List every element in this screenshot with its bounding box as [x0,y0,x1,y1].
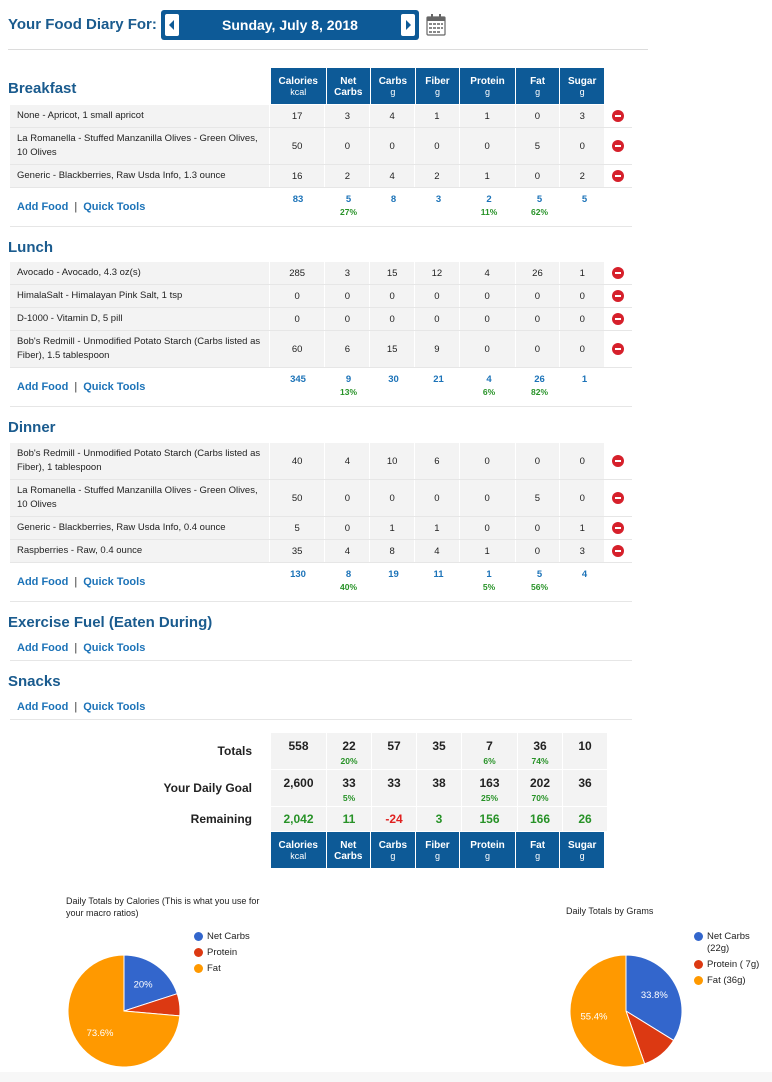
total-pct: 13% [339,387,357,397]
legend-label: Net Carbs (22g) [707,931,750,954]
cell-calories: 0 [269,285,325,307]
cell-sugar: 2 [559,165,604,187]
cell-net-carbs: 0 [324,480,369,516]
rem-fat: 166 [517,807,562,831]
food-name[interactable]: Avocado - Avocado, 4.3 oz(s) [10,262,269,284]
add-food-link[interactable]: Add Food [17,642,69,654]
delete-icon[interactable] [612,492,624,504]
cell-fiber: 2 [414,165,459,187]
total-value: 21 [433,374,444,385]
legend-label: Protein [207,947,238,958]
sum-protein: 7 6% [461,733,517,769]
cell-fiber: 0 [414,128,459,164]
col-name: Fiber [425,76,450,87]
goal-carbs: 33 [371,770,416,806]
legend-swatch [694,932,703,941]
rem-fiber: 3 [416,807,461,831]
total-sugar [562,569,607,593]
col-unit: g [485,87,491,97]
summary-remaining-row [10,807,632,831]
col-name: Fat [530,76,546,87]
cell-sugar: 3 [559,540,604,562]
total-value: 83 [292,194,304,205]
col-unit: g [390,851,396,861]
legend-item [194,931,250,943]
total-pct: 82% [530,387,548,397]
col-carbs [370,68,415,104]
total-protein [461,374,517,398]
link-separator: | [74,381,78,393]
col-name: Carbs [378,76,408,87]
diary-header [8,10,648,50]
cell-fat: 0 [515,331,560,367]
total-value: 3 [435,194,442,205]
total-fiber [416,374,461,398]
col-name: Carbs [378,840,408,851]
col-unit: kcal [290,851,307,861]
cell-calories: 17 [269,105,325,127]
delete-icon[interactable] [612,313,624,325]
chart-calories [64,895,294,1075]
sum-sugar: 10 [562,733,607,769]
cell-calories: 5 [269,517,325,539]
total-value: 19 [388,569,399,580]
cell-fat: 0 [515,285,560,307]
add-food-link[interactable]: Add Food [17,701,69,713]
sum-carbs: 57 [371,733,416,769]
cell-calories: 50 [269,480,325,516]
rem-net-carbs: 11 [326,807,371,831]
cell-protein: 0 [459,331,515,367]
meal-title-snacks: Snacks [8,673,61,690]
cell-net-carbs: 4 [324,443,369,479]
legend-swatch [194,932,203,941]
goal-fat: 202 70% [517,770,562,806]
legend-item [194,947,250,959]
total-value: 2 [486,194,492,205]
cell-protein: 0 [459,517,515,539]
total-value: 4 [486,374,492,385]
cell-fat: 5 [515,128,560,164]
quick-tools-link[interactable]: Quick Tools [83,576,146,588]
food-name[interactable]: Bob's Redmill - Unmodified Potato Starch (Carbs listed as Fiber), 1.5 tablespoon [10,331,269,367]
pie-chart-grams [566,951,686,1071]
meal-totals-snacks [10,690,632,720]
total-value: 1 [486,569,492,580]
goal-protein: 163 25% [461,770,517,806]
goal-sugar: 36 [562,770,607,806]
cell-sugar: 0 [559,308,604,330]
delete-icon[interactable] [612,170,624,182]
food-row[interactable] [10,517,632,540]
cell-sugar: 0 [559,331,604,367]
total-carbs [371,374,416,398]
column-header-bar [270,68,604,104]
cell-fiber: 9 [414,331,459,367]
total-fat [517,374,562,398]
sum-calories: 558 [270,733,326,769]
food-row[interactable] [10,105,632,128]
cell-calories: 35 [269,540,325,562]
total-value: 345 [290,374,306,385]
cell-carbs: 15 [369,331,414,367]
col-unit: g [390,87,396,97]
cell-fiber: 0 [414,308,459,330]
page-bottom [0,1072,772,1082]
total-pct: 5% [482,582,496,592]
total-pct: 11% [480,207,498,217]
total-pct: 27% [339,207,357,217]
col-carbs [370,832,415,868]
meal-totals-breakfast [10,189,632,227]
cell-sugar: 1 [559,517,604,539]
total-pct: 62% [530,207,548,217]
col-fiber [415,68,460,104]
total-value: 30 [388,374,399,385]
cell-calories: 0 [269,308,325,330]
col-name: Sugar [568,840,597,851]
col-unit: g [579,851,585,861]
delete-icon[interactable] [612,140,624,152]
meal-title-dinner: Dinner [8,419,56,436]
legend-swatch [194,948,203,957]
cell-fat: 0 [515,443,560,479]
col-sugar [559,832,604,868]
delete-icon[interactable] [612,522,624,534]
link-separator: | [74,576,78,588]
rem-sugar: 26 [562,807,607,831]
total-net-carbs [326,374,371,398]
food-name[interactable]: La Romanella - Stuffed Manzanilla Olives - Green Olives, 10 Olives [10,480,269,516]
cell-fiber: 0 [414,285,459,307]
food-name[interactable]: HimalaSalt - Himalayan Pink Salt, 1 tsp [10,285,269,307]
cell-protein: 1 [459,165,515,187]
cell-fiber: 4 [414,540,459,562]
summary-label: Totals [217,744,252,758]
cell-net-carbs: 6 [324,331,369,367]
cell-net-carbs: 0 [324,285,369,307]
pie-slice-label: 20% [133,979,153,991]
total-calories [270,569,326,593]
delete-icon[interactable] [612,545,624,557]
total-pct: 6% [482,387,496,397]
cell-protein: 0 [459,308,515,330]
cell-sugar: 0 [559,480,604,516]
total-value: 1 [581,374,588,385]
cell-calories: 60 [269,331,325,367]
cell-carbs: 10 [369,443,414,479]
prev-day-button[interactable] [165,14,179,36]
cell-net-carbs: 2 [324,165,369,187]
sum-fat: 36 74% [517,733,562,769]
total-calories [270,194,326,218]
col-name: Fiber [425,840,450,851]
food-row[interactable] [10,308,632,331]
food-name[interactable]: D-1000 - Vitamin D, 5 pill [10,308,269,330]
col-name: Calories [278,76,318,87]
legend-swatch [194,964,203,973]
food-row[interactable] [10,262,632,285]
cell-fiber: 12 [414,262,459,284]
col-fat [515,68,560,104]
total-fat [517,569,562,593]
link-separator: | [74,701,78,713]
legend-swatch [694,976,703,985]
link-separator: | [74,642,78,654]
col-name: Fat [530,840,546,851]
food-row[interactable] [10,480,632,517]
meal-totals-exercise [10,631,632,661]
goal-calories: 2,600 [270,770,326,806]
chart-legend [694,931,760,991]
cell-carbs: 0 [369,128,414,164]
sum-fiber: 35 [416,733,461,769]
rem-calories: 2,042 [270,807,326,831]
food-row[interactable] [10,540,632,563]
total-carbs [371,194,416,218]
col-fiber [415,832,460,868]
food-row[interactable] [10,443,632,480]
meal-totals-lunch [10,369,632,407]
cell-net-carbs: 0 [324,517,369,539]
cell-fat: 0 [515,165,560,187]
chart-grams [564,905,764,1075]
total-value: 5 [345,194,352,205]
total-value: 5 [581,194,588,205]
food-name[interactable]: None - Apricot, 1 small apricot [10,105,269,127]
cell-sugar: 0 [559,128,604,164]
legend-item [194,963,250,975]
total-protein [461,569,517,593]
cell-net-carbs: 0 [324,308,369,330]
cell-fat: 0 [515,308,560,330]
col-sugar [559,68,604,104]
cell-carbs: 4 [369,165,414,187]
cell-calories: 40 [269,443,325,479]
cell-protein: 0 [459,285,515,307]
col-name: Net Carbs [334,840,363,862]
cell-net-carbs: 4 [324,540,369,562]
chart-legend [194,931,250,979]
col-net-carbs [326,832,371,868]
summary-label: Your Daily Goal [163,781,252,795]
cell-fiber: 0 [414,480,459,516]
cell-sugar: 3 [559,105,604,127]
total-fiber [416,569,461,593]
cell-protein: 0 [459,480,515,516]
legend-label: Protein ( 7g) [707,959,760,970]
cell-protein: 4 [459,262,515,284]
col-net-carbs [326,68,371,104]
pie-slice-label: 55.4% [580,1011,608,1023]
current-date[interactable]: Sunday, July 8, 2018 [222,17,358,33]
total-value: 26 [534,374,545,385]
col-name: Protein [470,840,505,851]
cell-sugar: 0 [559,285,604,307]
legend-swatch [694,960,703,969]
pie-chart-calories [64,951,184,1071]
delete-icon[interactable] [612,290,624,302]
chart-title: Daily Totals by Calories (This is what you use for your macro ratios) [66,896,260,918]
cell-protein: 0 [459,443,515,479]
meal-title-breakfast: Breakfast [8,80,77,97]
col-protein [459,832,515,868]
pie-slice-label: 33.8% [640,990,668,1002]
cell-carbs: 0 [369,308,414,330]
total-value: 5 [536,194,543,205]
food-row[interactable] [10,165,632,188]
meal-title-exercise: Exercise Fuel (Eaten During) [8,614,213,631]
cell-carbs: 15 [369,262,414,284]
date-navigator [161,10,419,40]
col-unit: g [535,87,541,97]
total-net-carbs [326,569,371,593]
cell-calories: 50 [269,128,325,164]
add-food-link[interactable]: Add Food [17,576,69,588]
total-value: 9 [345,374,352,385]
cell-fiber: 1 [414,517,459,539]
legend-item [694,931,760,955]
quick-tools-link[interactable]: Quick Tools [83,642,146,654]
delete-icon[interactable] [612,110,624,122]
col-name: Net Carbs [334,76,363,98]
summary-goal-row [10,770,632,806]
total-protein [461,194,517,218]
quick-tools-link[interactable]: Quick Tools [83,701,146,713]
quick-tools-link[interactable]: Quick Tools [83,381,146,393]
legend-label: Net Carbs [207,931,250,942]
cell-fiber: 1 [414,105,459,127]
delete-icon[interactable] [612,343,624,355]
meal-totals-dinner [10,564,632,602]
add-food-link[interactable]: Add Food [17,201,69,213]
cell-sugar: 1 [559,262,604,284]
total-carbs [371,569,416,593]
total-value: 11 [433,569,444,580]
cell-net-carbs: 0 [324,128,369,164]
col-unit: g [579,87,585,97]
total-value: 8 [345,569,352,580]
rem-protein: 156 [461,807,517,831]
cell-protein: 1 [459,105,515,127]
cell-carbs: 1 [369,517,414,539]
next-day-button[interactable] [401,14,415,36]
summary-label: Remaining [190,812,252,826]
cell-net-carbs: 3 [324,262,369,284]
cell-fat: 26 [515,262,560,284]
total-value: 5 [536,569,543,580]
col-name: Calories [278,840,318,851]
total-sugar [562,194,607,218]
food-name[interactable]: Bob's Redmill - Unmodified Potato Starch (Carbs listed as Fiber), 1 tablespoon [10,443,269,479]
col-unit: g [485,851,491,861]
legend-item [694,975,760,987]
total-fat [517,194,562,218]
cell-calories: 285 [269,262,325,284]
column-footer-bar [270,832,604,868]
cell-carbs: 4 [369,105,414,127]
cell-fat: 0 [515,517,560,539]
sum-net-carbs: 22 20% [326,733,371,769]
col-unit: kcal [290,87,307,97]
col-calories [270,68,326,104]
total-value: 130 [290,569,306,580]
col-name: Protein [470,76,505,87]
rem-carbs: -24 [371,807,416,831]
food-row[interactable] [10,285,632,308]
food-name[interactable]: La Romanella - Stuffed Manzanilla Olives - Green Olives, 10 Olives [10,128,269,164]
col-protein [459,68,515,104]
chart-title: Daily Totals by Grams [566,906,654,916]
food-name[interactable]: Raspberries - Raw, 0.4 ounce [10,540,269,562]
goal-fiber: 38 [416,770,461,806]
total-sugar [562,374,607,398]
cell-carbs: 0 [369,480,414,516]
cell-carbs: 0 [369,285,414,307]
col-name: Sugar [568,76,597,87]
legend-label: Fat [207,963,221,974]
col-unit: g [434,851,440,861]
link-separator: | [74,201,78,213]
goal-net-carbs: 33 5% [326,770,371,806]
meal-title-lunch: Lunch [8,239,53,256]
total-pct: 40% [339,582,357,592]
chevron-left-icon [165,14,179,36]
cell-carbs: 8 [369,540,414,562]
total-calories [270,374,326,398]
col-unit: g [434,87,440,97]
quick-tools-link[interactable]: Quick Tools [83,201,146,213]
total-value: 8 [390,194,397,205]
cell-fat: 5 [515,480,560,516]
add-food-link[interactable]: Add Food [17,381,69,393]
legend-label: Fat (36g) [707,975,746,986]
delete-icon[interactable] [612,455,624,467]
total-pct: 56% [530,582,548,592]
cell-fat: 0 [515,540,560,562]
cell-protein: 0 [459,128,515,164]
cell-net-carbs: 3 [324,105,369,127]
cell-calories: 16 [269,165,325,187]
total-fiber [416,194,461,218]
col-calories [270,832,326,868]
food-row[interactable] [10,331,632,368]
food-name[interactable]: Generic - Blackberries, Raw Usda Info, 0.4 ounce [10,517,269,539]
pie-slice-label: 73.6% [86,1027,114,1039]
summary-totals-row [10,733,632,769]
total-net-carbs [326,194,371,218]
calendar-icon[interactable] [426,14,446,41]
cell-protein: 1 [459,540,515,562]
food-row[interactable] [10,128,632,165]
diary-title: Your Food Diary For: [8,16,157,33]
delete-icon[interactable] [612,267,624,279]
food-name[interactable]: Generic - Blackberries, Raw Usda Info, 1.3 ounce [10,165,269,187]
cell-fiber: 6 [414,443,459,479]
cell-fat: 0 [515,105,560,127]
col-fat [515,832,560,868]
cell-sugar: 0 [559,443,604,479]
chevron-right-icon [401,14,415,36]
col-unit: g [535,851,541,861]
legend-item [694,959,760,971]
total-value: 4 [581,569,588,580]
